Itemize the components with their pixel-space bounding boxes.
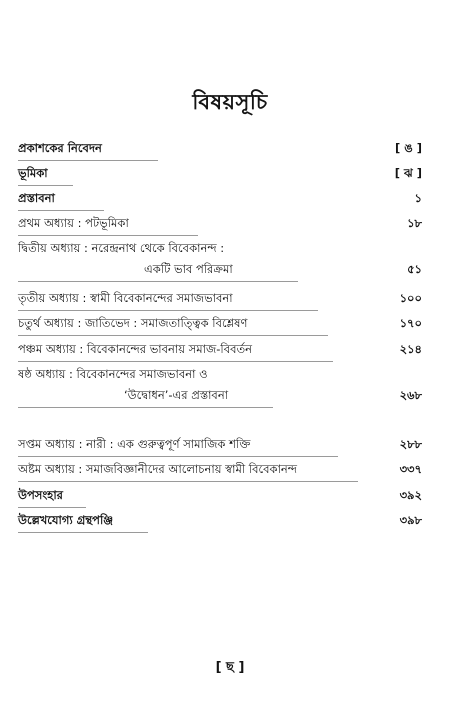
entry-underline	[18, 532, 148, 533]
entry-underline	[18, 481, 358, 482]
toc-entry-page: ১৮	[407, 216, 422, 230]
toc-entry-label: উপসংহার	[18, 488, 64, 502]
toc-entry-page: ৩৯৮	[399, 513, 422, 527]
toc-entry-label: উল্লেখযোগ্য গ্রন্থপঞ্জি	[18, 513, 114, 527]
toc-entry-page: [ ঙ ]	[395, 141, 422, 155]
entry-underline	[18, 310, 318, 311]
toc-entry-page: ৩৩৭	[399, 462, 422, 476]
page-title: বিষয়সূচি	[192, 90, 268, 114]
toc-entry-page: ১০০	[399, 291, 422, 305]
toc-entry-label-line2: ‘উদ্বোধন’-এর প্রস্তাবনা	[124, 388, 229, 402]
toc-entry-label: দ্বিতীয় অধ্যায় : নরেন্দ্রনাথ থেকে বিবেকানন্দ :	[18, 241, 225, 255]
toc-entry-label: সপ্তম অধ্যায় : নারী : এক গুরুত্বপূর্ণ সামাজিক শক্তি	[18, 437, 251, 451]
entry-underline	[18, 361, 333, 362]
toc-entry-page: ২১৪	[399, 342, 422, 356]
toc-entry-label: ষষ্ঠ অধ্যায় : বিবেকানন্দের সমাজভাবনা ও	[18, 367, 208, 381]
entry-underline	[18, 456, 338, 457]
toc-entry-label: প্রকাশকের নিবেদন	[18, 141, 102, 155]
toc-entry-label: চতুর্থ অধ্যায় : জাতিভেদ : সমাজতাত্ত্বিক বিশ্লেষণ	[18, 316, 248, 330]
toc-entry-label: পঞ্চম অধ্যায় : বিবেকানন্দের ভাবনায় সমাজ-বিবর্তন	[18, 342, 252, 356]
toc-entry-page: ৩৯২	[399, 488, 422, 502]
entry-underline	[18, 335, 328, 336]
toc-entry-page: ২৬৮	[399, 388, 422, 402]
toc-entry-label: অষ্টম অধ্যায় : সমাজবিজ্ঞানীদের আলোচনায় স্বামী বিবেকানন্দ	[18, 462, 297, 476]
toc-entry-label-line2: একটি ভাব পরিক্রমা	[144, 262, 233, 276]
toc-entry-page: [ ঝ ]	[394, 166, 422, 180]
toc-entry-label: প্রস্তাবনা	[18, 191, 55, 205]
entry-underline	[18, 210, 104, 211]
entry-underline	[18, 407, 273, 408]
toc-entry-page: ১৭০	[399, 316, 422, 330]
entry-underline	[18, 281, 298, 282]
toc-entry-label: তৃতীয় অধ্যায় : স্বামী বিবেকানন্দের সমাজভাবনা	[18, 291, 233, 305]
toc-entry-page: ২৮৮	[399, 437, 422, 451]
entry-underline	[18, 235, 198, 236]
toc-entry-page: ৫১	[407, 262, 422, 276]
entry-underline	[18, 160, 158, 161]
toc-entry-page: ১	[414, 191, 422, 205]
toc-entry-label: প্রথম অধ্যায় : পটভূমিকা	[18, 216, 129, 230]
toc-entry-label: ভূমিকা	[18, 166, 48, 180]
page-number-footer: [ ছ ]	[215, 660, 245, 675]
entry-underline	[18, 507, 86, 508]
entry-underline	[18, 185, 73, 186]
